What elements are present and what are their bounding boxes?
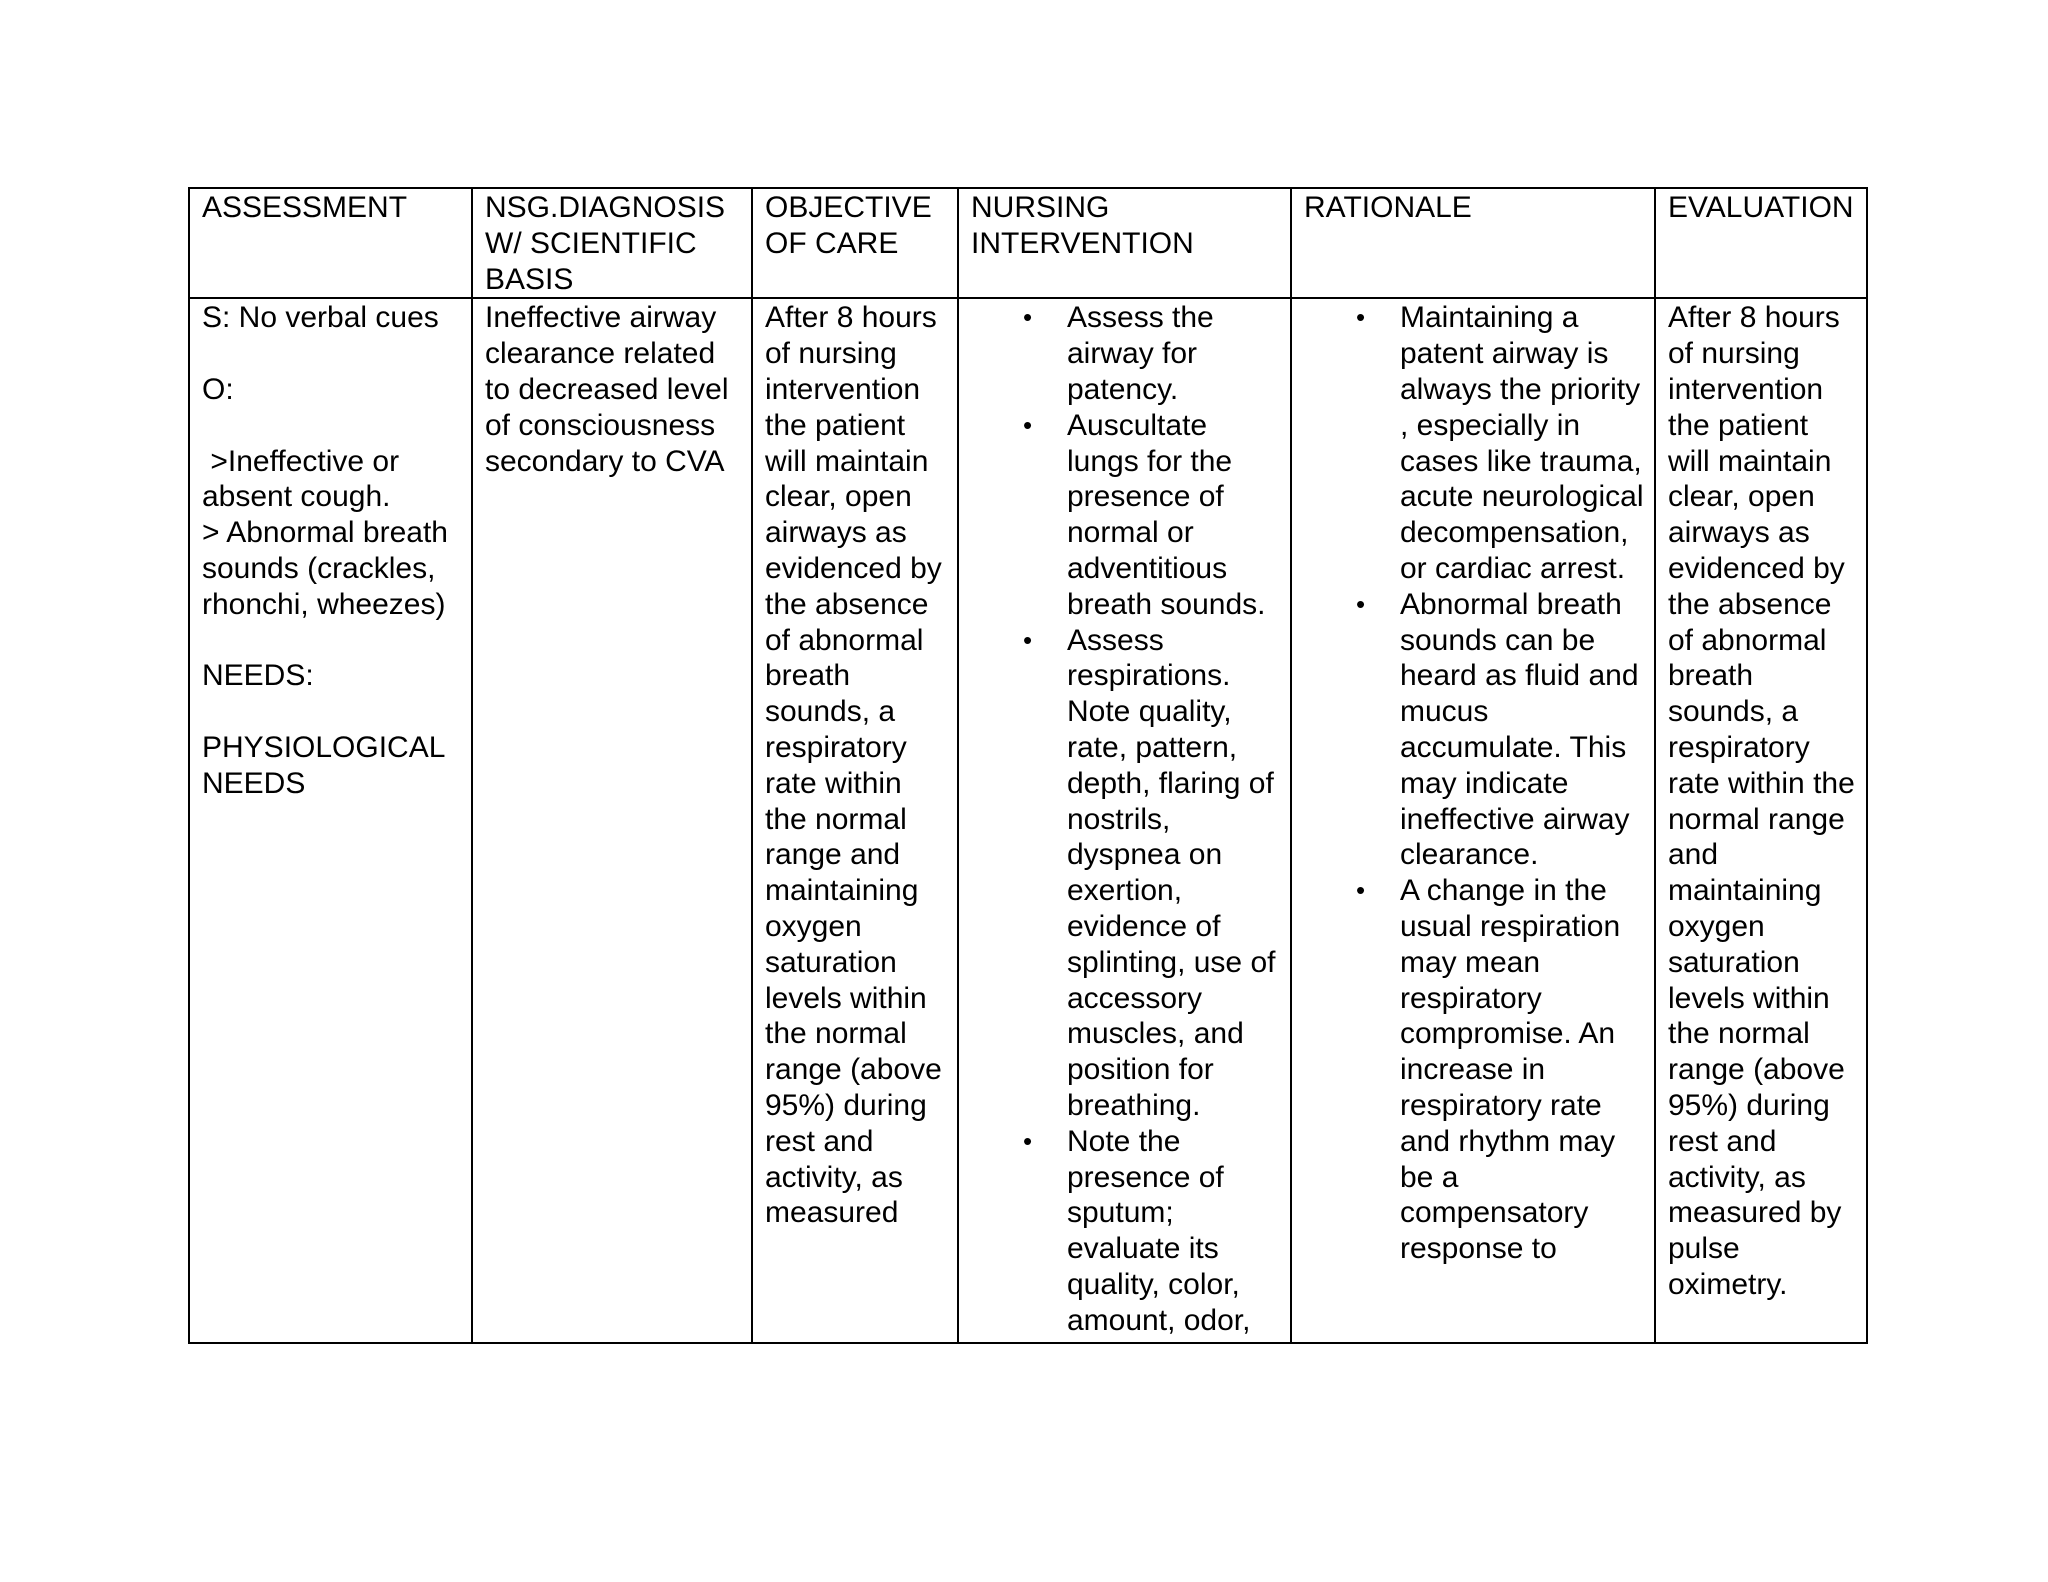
header-objective: OBJECTIVE OF CARE bbox=[752, 188, 958, 298]
header-rationale: RATIONALE bbox=[1291, 188, 1655, 298]
list-item: • Auscultate lungs for the presence of normal or adventitious breath sounds. bbox=[971, 408, 1280, 623]
list-item: • A change in the usual respiration may mean respiratory compromise. An increase in respiratory rate and rhythm may be a compensatory response to bbox=[1304, 873, 1644, 1267]
header-intervention: NURSING INTERVENTION bbox=[958, 188, 1291, 298]
evaluation-cell: After 8 hours of nursing intervention the patient will maintain clear, open airways as evidenced by the absence of abnormal breath sounds, a respiratory rate within the normal range and maintaining oxygen saturation levels within the normal range (above 95%) during rest and activity, as measured by pulse oximetry. bbox=[1655, 298, 1867, 1343]
header-diagnosis: NSG.DIAGNOSIS W/ SCIENTIFIC BASIS bbox=[472, 188, 752, 298]
needs-value: PHYSIOLOGICAL NEEDS bbox=[202, 730, 453, 800]
objective-finding: >Ineffective or absent cough. bbox=[202, 444, 408, 514]
needs-label: NEEDS: bbox=[202, 659, 314, 693]
table-header-row bbox=[189, 188, 1867, 298]
header-assessment: ASSESSMENT bbox=[189, 188, 472, 298]
list-item: • Abnormal breath sounds can be heard as fluid and mucus accumulate. This may indicate ineffective airway clearance. bbox=[1304, 587, 1644, 873]
diagnosis-cell: Ineffective airway clearance related to decreased level of consciousness secondary to CVA bbox=[472, 298, 752, 1343]
list-item: • Assess the airway for patency. bbox=[971, 300, 1280, 407]
objective-finding: > Abnormal breath sounds (crackles, rhonchi, wheezes) bbox=[202, 516, 457, 621]
table-row bbox=[189, 298, 1867, 1343]
assessment-cell bbox=[189, 298, 472, 1343]
nursing-care-plan-table bbox=[188, 187, 1868, 1344]
list-item: • Maintaining a patent airway is always the priority , especially in cases like trauma, acute neurological decompensation, or cardiac arrest. bbox=[1304, 300, 1644, 586]
rationale-list bbox=[1304, 300, 1644, 1267]
intervention-cell bbox=[958, 298, 1291, 1343]
objective-cell: After 8 hours of nursing intervention the patient will maintain clear, open airways as evidenced by the absence of abnormal breath sounds, a respiratory rate within the normal range and maintaining oxygen saturation levels within the normal range (above 95%) during rest and activity, as measured bbox=[752, 298, 958, 1343]
list-item: • Note the presence of sputum; evaluate its quality, color, amount, odor, bbox=[971, 1124, 1280, 1339]
header-evaluation: EVALUATION bbox=[1655, 188, 1867, 298]
objective-label: O: bbox=[202, 372, 234, 406]
intervention-list bbox=[971, 300, 1280, 1338]
rationale-cell bbox=[1291, 298, 1655, 1343]
subjective-cue: S: No verbal cues bbox=[202, 301, 439, 335]
list-item: • Assess respirations. Note quality, rate, pattern, depth, flaring of nostrils, dyspnea on exertion, evidence of splinting, use of accessory muscles, and position for breathing. bbox=[971, 623, 1280, 1124]
